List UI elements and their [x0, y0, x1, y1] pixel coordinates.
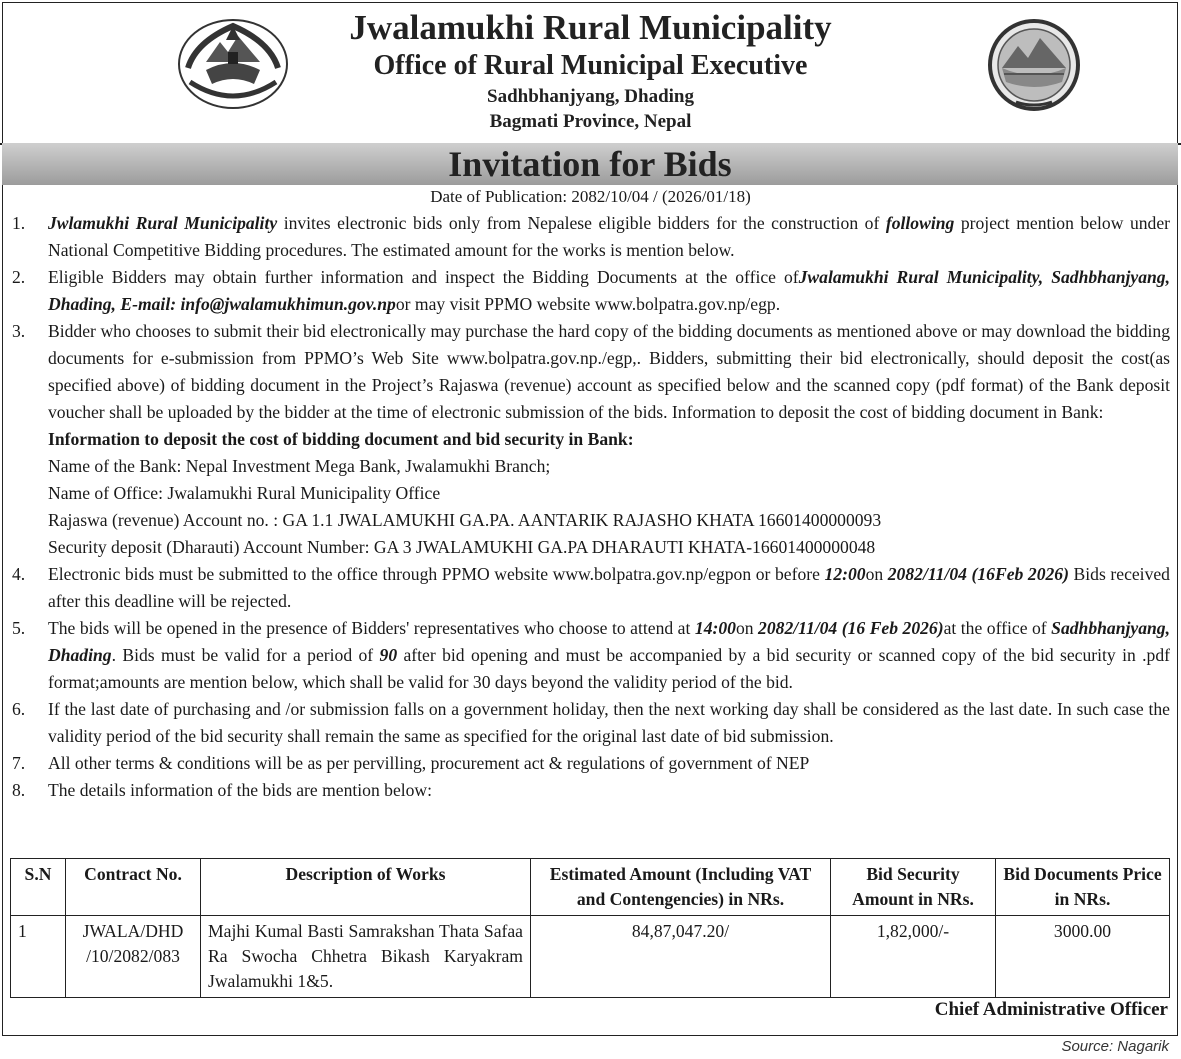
col-header-price: Bid Documents Price in NRs. [996, 859, 1170, 916]
source-credit: Source: Nagarik [1061, 1038, 1169, 1055]
col-header-amount: Estimated Amount (Including VAT and Contengencies) in NRs. [531, 859, 831, 916]
item-text: . Bids must be valid for a period of [111, 645, 380, 665]
item-text: invites electronic bids only from Nepalese eligible bidders for the construction of [277, 213, 886, 233]
office-name-line: Name of Office: Jwalamukhi Rural Municipality Office [48, 483, 441, 503]
list-item [12, 210, 1170, 264]
list-item [12, 264, 1170, 318]
validity-days: 90 [379, 645, 398, 665]
list-item [12, 750, 1170, 777]
bank-info-block [12, 426, 1170, 561]
signatory-title: Chief Administrative Officer [934, 999, 1168, 1020]
list-item [12, 615, 1170, 696]
item-text: Bids received after this deadline will be rejected. [48, 564, 1170, 611]
item-text: The bids will be opened in the presence of Bidders' representatives who choose to attend at [48, 618, 695, 638]
address-line-1: Sadhbhanjyang, Dhading [487, 86, 694, 107]
col-header-contract: Contract No. [66, 859, 201, 916]
item-text: or may visit PPMO website www.bolpatra.gov.np/egp. [395, 294, 781, 314]
list-item [12, 696, 1170, 750]
item-text: Bidder who chooses to submit their bid electronically may purchase the hard copy of the bidding documents as mentioned above or may download the bidding documents for e-submission from PPMO’s Web Site www.bolpatra.gov.np./egp,. Bidders, submitting their bid electronically, should deposit the cost(as specified above) of bidding document in the Project’s Rajaswa (revenue) account as specified below and the scanned copy (pdf format) of the Bank deposit voucher shall be uploaded by the bidder at the time of electronic submission of the bids. Information to deposit the cost of bidding document in Bank: [48, 321, 1170, 422]
item-text: after bid opening and must be accompanied by a bid security or scanned copy of the bid security in .pdf format;amounts are mention below, which shall be valid for 30 days beyond the validity period of the bid. [48, 645, 1170, 692]
list-item [12, 318, 1170, 426]
deadline-time: 12:00 [824, 564, 866, 584]
item-number: 1. [12, 213, 26, 233]
item-number: 4. [12, 564, 26, 584]
cell-security: 1,82,000/- [831, 916, 996, 998]
col-header-description: Description of Works [201, 859, 531, 916]
item-text: The details information of the bids are mention below: [48, 780, 433, 800]
bank-name-line: Name of the Bank: Nepal Investment Mega Bank, Jwalamukhi Branch; [48, 456, 551, 476]
item-text: Electronic bids must be submitted to the office through PPMO website www.bolpatra.gov.np/egpon or before [48, 564, 825, 584]
office-title: Office of Rural Municipal Executive [373, 50, 808, 81]
municipality-title: Jwalamukhi Rural Municipality [349, 8, 832, 47]
bank-info-heading: Information to deposit the cost of bidding document and bid security in Bank: [48, 429, 634, 449]
publication-date: Date of Publication: 2082/10/04 / (2026/01/18) [430, 187, 751, 206]
item-number: 5. [12, 618, 26, 638]
table-header-row [11, 859, 1170, 916]
item-text: If the last date of purchasing and /or submission falls on a government holiday, then the next working day shall be considered as the last date. In such case the validity period of the bid security shall remain the same as specified for the original last date of bid submission. [48, 699, 1170, 746]
notice-body [12, 210, 1170, 804]
opening-time: 14:00 [694, 618, 736, 638]
notice-heading: Invitation for Bids [2, 143, 1178, 185]
table-row [11, 916, 1170, 998]
item-text: on [865, 564, 888, 584]
item-number: 8. [12, 780, 26, 800]
emphasis-text: following [885, 213, 955, 233]
item-number: 6. [12, 699, 26, 719]
item-text: at the office of [943, 618, 1052, 638]
address-line-2: Bagmati Province, Nepal [489, 111, 692, 132]
list-item [12, 777, 1170, 804]
deadline-date: 2082/11/04 (16Feb 2026) [887, 564, 1069, 584]
item-text: project mention below under National Competitive Bidding procedures. The estimated amount for the works is mention below. [48, 213, 1171, 260]
col-header-security: Bid Security Amount in NRs. [831, 859, 996, 916]
cell-amount: 84,87,047.20/ [531, 916, 831, 998]
opening-location: Sadhbhanjyang, Dhading [48, 618, 1170, 665]
cell-price: 3000.00 [996, 916, 1170, 998]
office-contact-text: Jwalamukhi Rural Municipality, Sadhbhanjyang, Dhading, E-mail: info@jwalamukhimun.gov.np [48, 267, 1170, 314]
municipality-name-text: Jwlamukhi Rural Municipality [48, 213, 278, 233]
notice-header [0, 0, 1181, 145]
item-text: Eligible Bidders may obtain further information and inspect the Bidding Documents at the office of [48, 267, 799, 287]
cell-description: Majhi Kumal Basti Samrakshan Thata Safaa Ra Swocha Chhetra Bikash Karyakram Jwalamukhi 1&5. [201, 916, 531, 998]
item-text: All other terms & conditions will be as per pervilling, procurement act & regulations of government of NEP [48, 753, 810, 773]
item-text: on [735, 618, 759, 638]
list-item [12, 561, 1170, 615]
security-account-line: Security deposit (Dharauti) Account Number: GA 3 JWALAMUKHI GA.PA DHARAUTI KHATA-16601400000048 [48, 537, 876, 557]
item-number: 7. [12, 753, 26, 773]
item-number: 3. [12, 321, 26, 341]
cell-sn: 1 [11, 916, 66, 998]
item-number: 2. [12, 267, 26, 287]
opening-date: 2082/11/04 (16 Feb 2026) [758, 618, 944, 638]
cell-contract: JWALA/DHD /10/2082/083 [66, 916, 201, 998]
col-header-sn: S.N [11, 859, 66, 916]
bids-table [10, 858, 1170, 998]
revenue-account-line: Rajaswa (revenue) Account no. : GA 1.1 JWALAMUKHI GA.PA. AANTARIK RAJASHO KHATA 16601400000093 [48, 510, 882, 530]
